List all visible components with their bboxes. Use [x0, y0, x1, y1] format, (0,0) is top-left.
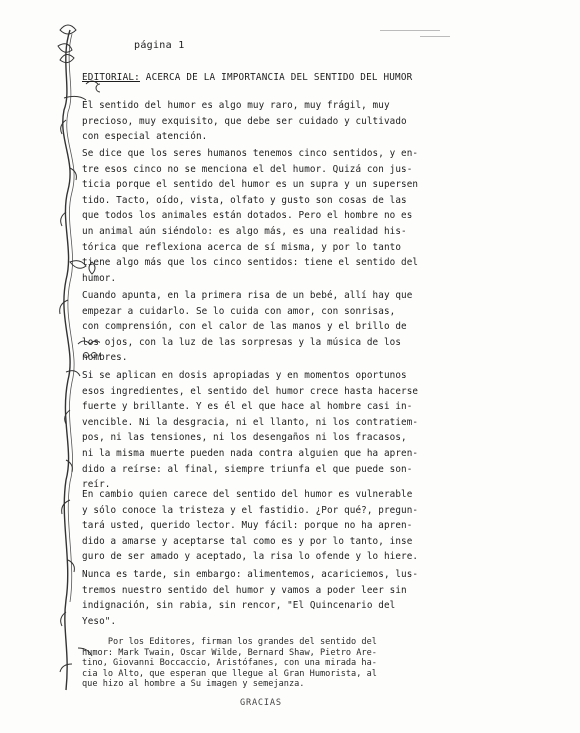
signature-paragraph: Por los Editores, firman los grandes del sentido del humor: Mark Twain, Oscar Wilde, Bernard Shaw, Pietro Are- tino, Giovanni Boccaccio, Aristófanes, con una mirada ha- cia lo Alto, que esperan que llegue al Gran Humorista, al que hizo al hombre a Su imagen y semejanza.: [82, 637, 377, 690]
editorial-label: EDITORIAL:: [82, 72, 140, 83]
paragraph-3: Cuando apunta, en la primera risa de un bebé, allí hay que empezar a cuidarlo. Se lo cuida con amor, con sonrisas, con comprensión, con el calor de las manos y el brillo de los ojos, con la luz de las sorpresas y la música de los nombres.: [82, 290, 413, 364]
closing-thanks: GRACIAS: [240, 698, 282, 708]
paragraph-1: El sentido del humor es algo muy raro, muy frágil, muy precioso, muy exquisito, que debe ser cuidado y cultivado con especial atención.: [82, 100, 407, 143]
editorial-heading: [82, 72, 412, 83]
editorial-title: ACERCA DE LA IMPORTANCIA DEL SENTIDO DEL HUMOR: [139, 72, 413, 83]
paragraph-2: Se dice que los seres humanos tenemos cinco sentidos, y en- tre esos cinco no se menciona el del humor. Quizá con jus- ticia porque el sentido del humor es un supra y un supersen tido. Tacto, oído, vista, olfato y gusto son cosas de las que todos los animales están dotados. Pero el hombre no es un animal aún siéndolo: es algo más, es una realidad his- tórica que reflexiona acerca de sí misma, y por lo tanto tiene algo más que los cinco sentidos: tiene el sentido del humor.: [82, 148, 419, 284]
paragraph-4: Si se aplican en dosis apropiadas y en momentos oportunos esos ingredientes, el sentido del humor crece hasta hacerse fuerte y brillante. Y es él el que hace al hombre casi in- vencible. Ni la desgracia, ni el llanto, ni los contratiem- pos, ni las tensiones, ni los desengaños ni los fracasos, ni la misma muerte pueden nada contra alguien que ha apren- dido a reírse: al final, siempre triunfa el que puede son- reír.: [82, 370, 419, 491]
paragraph-6: Nunca es tarde, sin embargo: alimentemos, acariciemos, lus- tremos nuestro sentido del humor y vamos a poder leer sin indignación, sin rabia, sin rencor, "El Quincenario del Yeso".: [82, 569, 419, 627]
page-number: página 1: [134, 40, 185, 51]
paragraph-5: En cambio quien carece del sentido del humor es vulnerable y sólo conoce la tristeza y el fastidio. ¿Por qué?, pregun- tará usted, querido lector. Muy fácil: porque no ha apren- dido a amarse y aceptarse tal como es y por lo tanto, inse guro de ser amado y aceptado, la risa lo ofende y lo hiere.: [82, 489, 419, 563]
